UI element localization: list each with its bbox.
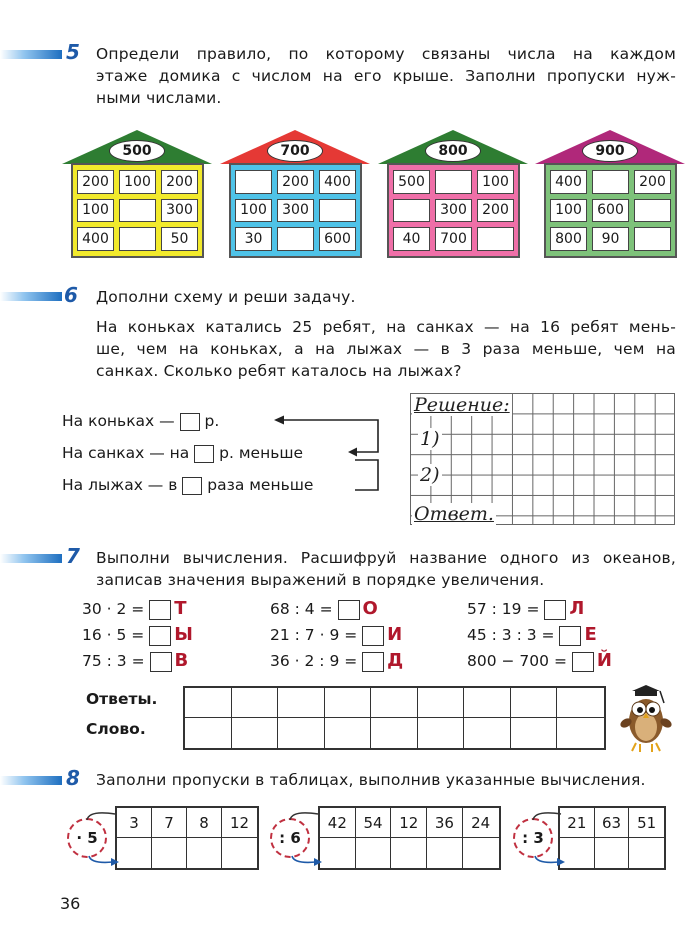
solution-header: Решение: (414, 394, 510, 416)
table-value-cell: 54 (356, 808, 392, 838)
answer-box[interactable] (572, 652, 594, 672)
answer-cell[interactable] (232, 688, 279, 718)
house-body (544, 163, 677, 258)
empty-cell[interactable] (477, 227, 514, 251)
scheme-label: раза меньше (207, 476, 314, 494)
solution-answer: Ответ. (414, 503, 494, 525)
task-text: ными числами. (96, 89, 222, 107)
cipher-letter: Т (174, 598, 187, 619)
scheme-label: р. меньше (219, 444, 304, 462)
table-answer-cell[interactable] (427, 838, 463, 868)
solution-step-2: 2) (420, 464, 440, 486)
number-cell: 30 (235, 227, 272, 251)
table-answer-cell[interactable] (356, 838, 392, 868)
answer-box[interactable] (544, 600, 566, 620)
table-value-cell: 51 (629, 808, 664, 838)
expression-text: 75 : 3 = (82, 652, 145, 670)
expression-text: 45 : 3 : 3 = (467, 626, 555, 644)
expression (82, 598, 187, 620)
cipher-letter: И (387, 624, 403, 645)
word-label: Слово. (86, 720, 146, 738)
word-cell[interactable] (371, 718, 418, 748)
number-cell: 800 (550, 227, 587, 251)
table-value-cell: 8 (187, 808, 222, 838)
expression-text: 800 − 700 = (467, 652, 567, 670)
table-value-cell: 42 (320, 808, 356, 838)
house-body (71, 163, 204, 258)
page-number: 36 (60, 894, 81, 913)
roof-number: 800 (425, 140, 481, 162)
table-value-cell: 12 (222, 808, 257, 838)
cipher-letter: В (174, 650, 189, 671)
cipher-letter: Ы (174, 624, 193, 645)
number-cell: 90 (592, 227, 629, 251)
answer-box[interactable] (362, 626, 384, 646)
house (535, 128, 685, 263)
table-answer-cell[interactable] (463, 838, 499, 868)
task-text: записав значения выражений в порядке увеличения. (96, 571, 545, 589)
task-text: Выполни вычисления. Расшифруй название одного из океанов, (96, 549, 676, 567)
empty-cell[interactable] (119, 227, 156, 251)
word-cell[interactable] (278, 718, 325, 748)
task-number: 6 (64, 283, 78, 307)
scheme-label: р. (204, 412, 220, 430)
task-number: 5 (66, 40, 80, 64)
arrow-icon (75, 806, 145, 872)
number-cell: 100 (77, 199, 114, 223)
number-cell: 40 (393, 227, 430, 251)
task-text: ше, чем на коньках, а на лыжах — в 3 раза меньше, чем на (96, 340, 676, 358)
number-cell: 100 (477, 170, 514, 194)
number-cell: 300 (161, 199, 198, 223)
word-cell[interactable] (232, 718, 279, 748)
word-cell[interactable] (325, 718, 372, 748)
empty-cell[interactable] (119, 199, 156, 223)
expression (270, 650, 403, 672)
table-answer-cell[interactable] (595, 838, 630, 868)
number-cell: 300 (277, 199, 314, 223)
number-cell: 500 (393, 170, 430, 194)
house (378, 128, 528, 263)
expression (82, 624, 193, 646)
task-marker-bar (0, 292, 62, 301)
number-cell: 700 (435, 227, 472, 251)
word-cell[interactable] (511, 718, 558, 748)
empty-cell[interactable] (319, 199, 356, 223)
expression (467, 650, 612, 672)
roof-number: 500 (109, 140, 165, 162)
expression (82, 650, 188, 672)
task-marker-bar (0, 50, 62, 59)
number-cell: 100 (235, 199, 272, 223)
empty-cell[interactable] (277, 227, 314, 251)
empty-cell[interactable] (235, 170, 272, 194)
arrow-icon (278, 806, 348, 872)
scheme-label: На коньках — (62, 412, 175, 430)
number-cell: 600 (592, 199, 629, 223)
number-cell: 100 (550, 199, 587, 223)
empty-cell[interactable] (634, 199, 671, 223)
answer-box[interactable] (149, 626, 171, 646)
table-value-cell: 63 (595, 808, 630, 838)
cipher-letter: Е (584, 624, 597, 645)
number-cell: 200 (634, 170, 671, 194)
table-answer-cell[interactable] (187, 838, 222, 868)
table-value-cell: 21 (560, 808, 595, 838)
number-cell: 50 (161, 227, 198, 251)
cipher-letter: О (362, 598, 378, 619)
task-text: этаже домика с числом на его крыше. Заполни пропуски нуж- (96, 67, 676, 85)
answer-grid (183, 686, 606, 750)
answer-cell[interactable] (371, 688, 418, 718)
word-cell[interactable] (418, 718, 465, 748)
operation-circle: : 3 (513, 818, 553, 858)
table-answer-cell[interactable] (222, 838, 257, 868)
scheme-label: На санках — на (62, 444, 190, 462)
expression-text: 57 : 19 = (467, 600, 540, 618)
task-text: На коньках катались 25 ребят, на санках — на 16 ребят мень- (96, 318, 676, 336)
number-cell: 300 (435, 199, 472, 223)
roof-number: 700 (267, 140, 323, 162)
empty-cell[interactable] (634, 227, 671, 251)
operation-circle: · 5 (67, 818, 107, 858)
word-cell[interactable] (464, 718, 511, 748)
expression-text: 30 · 2 = (82, 600, 145, 618)
expression (467, 598, 584, 620)
table-answer-cell[interactable] (391, 838, 427, 868)
expression (467, 624, 597, 646)
scheme-row-skates (62, 410, 219, 432)
number-cell: 200 (277, 170, 314, 194)
owl-icon (618, 683, 674, 755)
task-title: Дополни схему и реши задачу. (96, 288, 356, 306)
operation-circle: : 6 (270, 818, 310, 858)
word-cell[interactable] (557, 718, 604, 748)
expression (270, 624, 402, 646)
answer-box[interactable] (559, 626, 581, 646)
answer-box[interactable] (149, 600, 171, 620)
task-number: 7 (66, 544, 80, 568)
number-cell: 200 (477, 199, 514, 223)
expression (270, 598, 378, 620)
expression-text: 68 : 4 = (270, 600, 333, 618)
answer-box[interactable] (150, 652, 172, 672)
empty-cell[interactable] (435, 170, 472, 194)
answer-cell[interactable] (557, 688, 604, 718)
number-cell: 400 (550, 170, 587, 194)
empty-cell[interactable] (393, 199, 430, 223)
cipher-letter: Л (569, 598, 585, 619)
expression-text: 36 · 2 : 9 = (270, 652, 358, 670)
arrow-icon (521, 806, 591, 872)
cipher-letter: Й (596, 650, 612, 671)
scheme-arrows (260, 414, 385, 496)
answer-cell[interactable] (325, 688, 372, 718)
answer-box[interactable] (180, 413, 200, 431)
solution-step-1: 1) (420, 428, 440, 450)
answer-cell[interactable] (511, 688, 558, 718)
number-cell: 600 (319, 227, 356, 251)
task-marker-bar (0, 554, 62, 563)
house-body (387, 163, 520, 258)
table-value-cell: 7 (152, 808, 187, 838)
task-text: Заполни пропуски в таблицах, выполнив указанные вычисления. (96, 771, 646, 789)
task-marker-bar (0, 776, 62, 785)
answer-box[interactable] (194, 445, 214, 463)
expression-text: 16 · 5 = (82, 626, 145, 644)
answers-label: Ответы. (86, 690, 158, 708)
answer-box[interactable] (338, 600, 360, 620)
roof-number: 900 (582, 140, 638, 162)
word-cell[interactable] (185, 718, 232, 748)
task-text: санках. Сколько ребят каталось на лыжах? (96, 362, 462, 380)
answer-cell[interactable] (464, 688, 511, 718)
cipher-letter: Д (387, 650, 404, 671)
table-value-cell: 24 (463, 808, 499, 838)
empty-cell[interactable] (592, 170, 629, 194)
task-number: 8 (66, 766, 80, 790)
task-text: Определи правило, по которому связаны числа на каждом (96, 45, 676, 63)
house (62, 128, 212, 263)
table-answer-cell[interactable] (152, 838, 187, 868)
answer-cell[interactable] (278, 688, 325, 718)
answer-box[interactable] (182, 477, 202, 495)
table-value-cell: 12 (391, 808, 427, 838)
number-cell: 200 (77, 170, 114, 194)
answer-cell[interactable] (185, 688, 232, 718)
answer-cell[interactable] (418, 688, 465, 718)
house-body (229, 163, 362, 258)
table-value-cell: 3 (117, 808, 152, 838)
table-value-cell: 36 (427, 808, 463, 838)
house (220, 128, 370, 263)
scheme-label: На лыжах — в (62, 476, 178, 494)
table-answer-cell[interactable] (629, 838, 664, 868)
number-cell: 200 (161, 170, 198, 194)
number-cell: 400 (77, 227, 114, 251)
number-cell: 400 (319, 170, 356, 194)
number-cell: 100 (119, 170, 156, 194)
answer-box[interactable] (362, 652, 384, 672)
expression-text: 21 : 7 · 9 = (270, 626, 358, 644)
